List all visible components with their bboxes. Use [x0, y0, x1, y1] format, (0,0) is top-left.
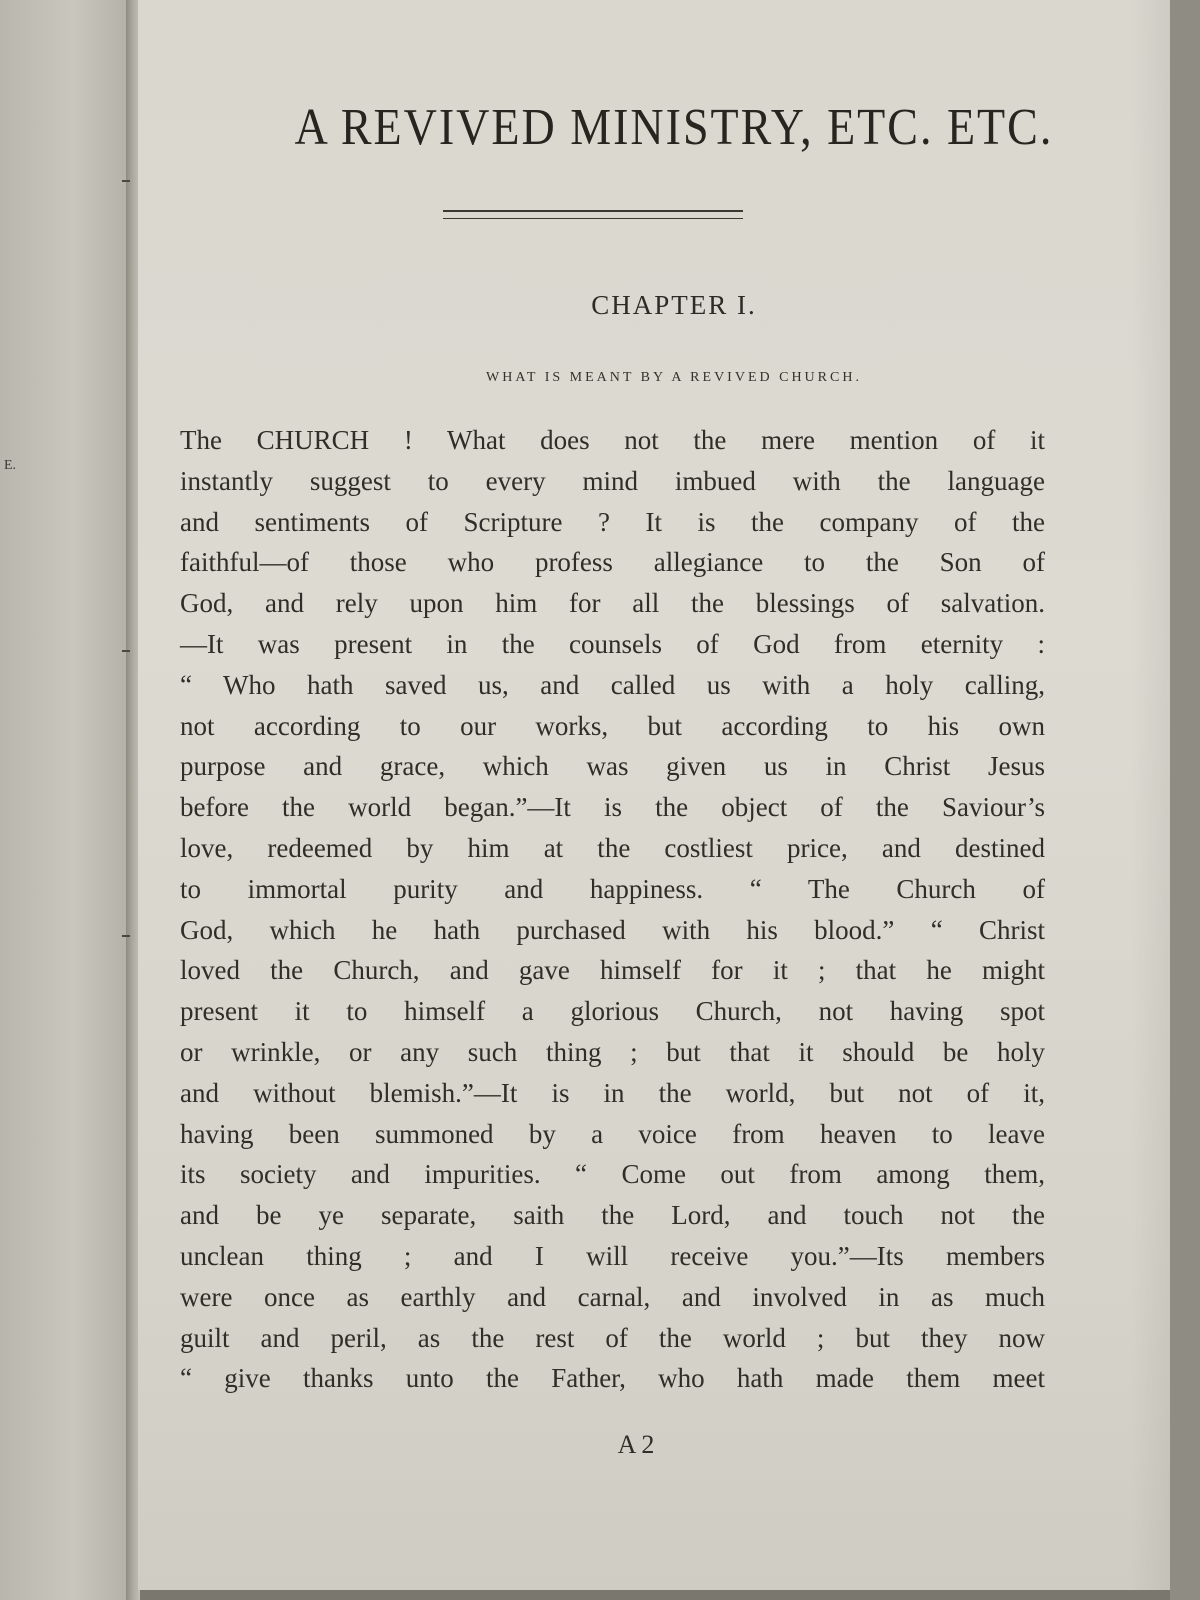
binding-stitch [122, 650, 130, 652]
text-line: “ Who hath saved us, and called us with a holy calling, [180, 669, 1045, 700]
text-line: The CHURCH ! What does not the mere mention of it [180, 425, 1045, 455]
text-line: its society and impurities. “ Come out from among them, [180, 1159, 1045, 1190]
text-line: before the world began.”—It is the object of the Saviour’s [180, 792, 1045, 823]
text-line: loved the Church, and gave himself for it ; that he might [180, 955, 1045, 986]
signature-mark: A 2 [617, 1430, 655, 1459]
text-line: guilt and peril, as the rest of the world ; but they now [180, 1322, 1045, 1353]
text-line: and without blemish.”—It is in the world, but not of it, [180, 1077, 1045, 1108]
left-page-edge [0, 0, 132, 1600]
running-title: A REVIVED MINISTRY, ETC. ETC. [294, 97, 1054, 156]
text-line: not according to our works, but according to his own [180, 710, 1045, 741]
text-line: love, redeemed by him at the costliest price, and destined [180, 832, 1045, 863]
title-rule [443, 218, 743, 219]
text-line: “ give thanks unto the Father, who hath made them meet [180, 1363, 1045, 1394]
text-line: or wrinkle, or any such thing ; but that it should be holy [180, 1036, 1045, 1067]
text-line: and sentiments of Scripture ? It is the company of the [180, 506, 1045, 537]
text-line: to immortal purity and happiness. “ The Church of [180, 873, 1045, 904]
text-line: God, and rely upon him for all the blessings of salvation. [180, 588, 1045, 619]
body-text [180, 420, 1045, 1399]
text-line: instantly suggest to every mind imbued with the language [180, 465, 1045, 496]
text-line: present it to himself a glorious Church, not having spot [180, 996, 1045, 1027]
chapter-heading: CHAPTER I. [591, 290, 757, 320]
text-line: purpose and grace, which was given us in Christ Jesus [180, 751, 1045, 782]
binding-stitch [122, 935, 130, 937]
book-page [138, 0, 1170, 1590]
text-line: faithful—of those who profess allegiance to the Son of [180, 547, 1045, 578]
binding-stitch [122, 180, 130, 182]
text-line: were once as earthly and carnal, and involved in as much [180, 1281, 1045, 1312]
text-line: and be ye separate, saith the Lord, and touch not the [180, 1200, 1045, 1231]
text-line: God, which he hath purchased with his blood.” “ Christ [180, 914, 1045, 945]
text-line: having been summoned by a voice from heaven to leave [180, 1118, 1045, 1149]
chapter-subtitle: WHAT IS MEANT BY A REVIVED CHURCH. [486, 370, 862, 385]
text-line: —It was present in the counsels of God from eternity : [180, 628, 1045, 659]
text-line: unclean thing ; and I will receive you.”—Its members [180, 1240, 1045, 1271]
background-surface [1170, 0, 1200, 1600]
title-rule [443, 210, 743, 212]
left-page-text-fragment: E. [4, 458, 17, 473]
